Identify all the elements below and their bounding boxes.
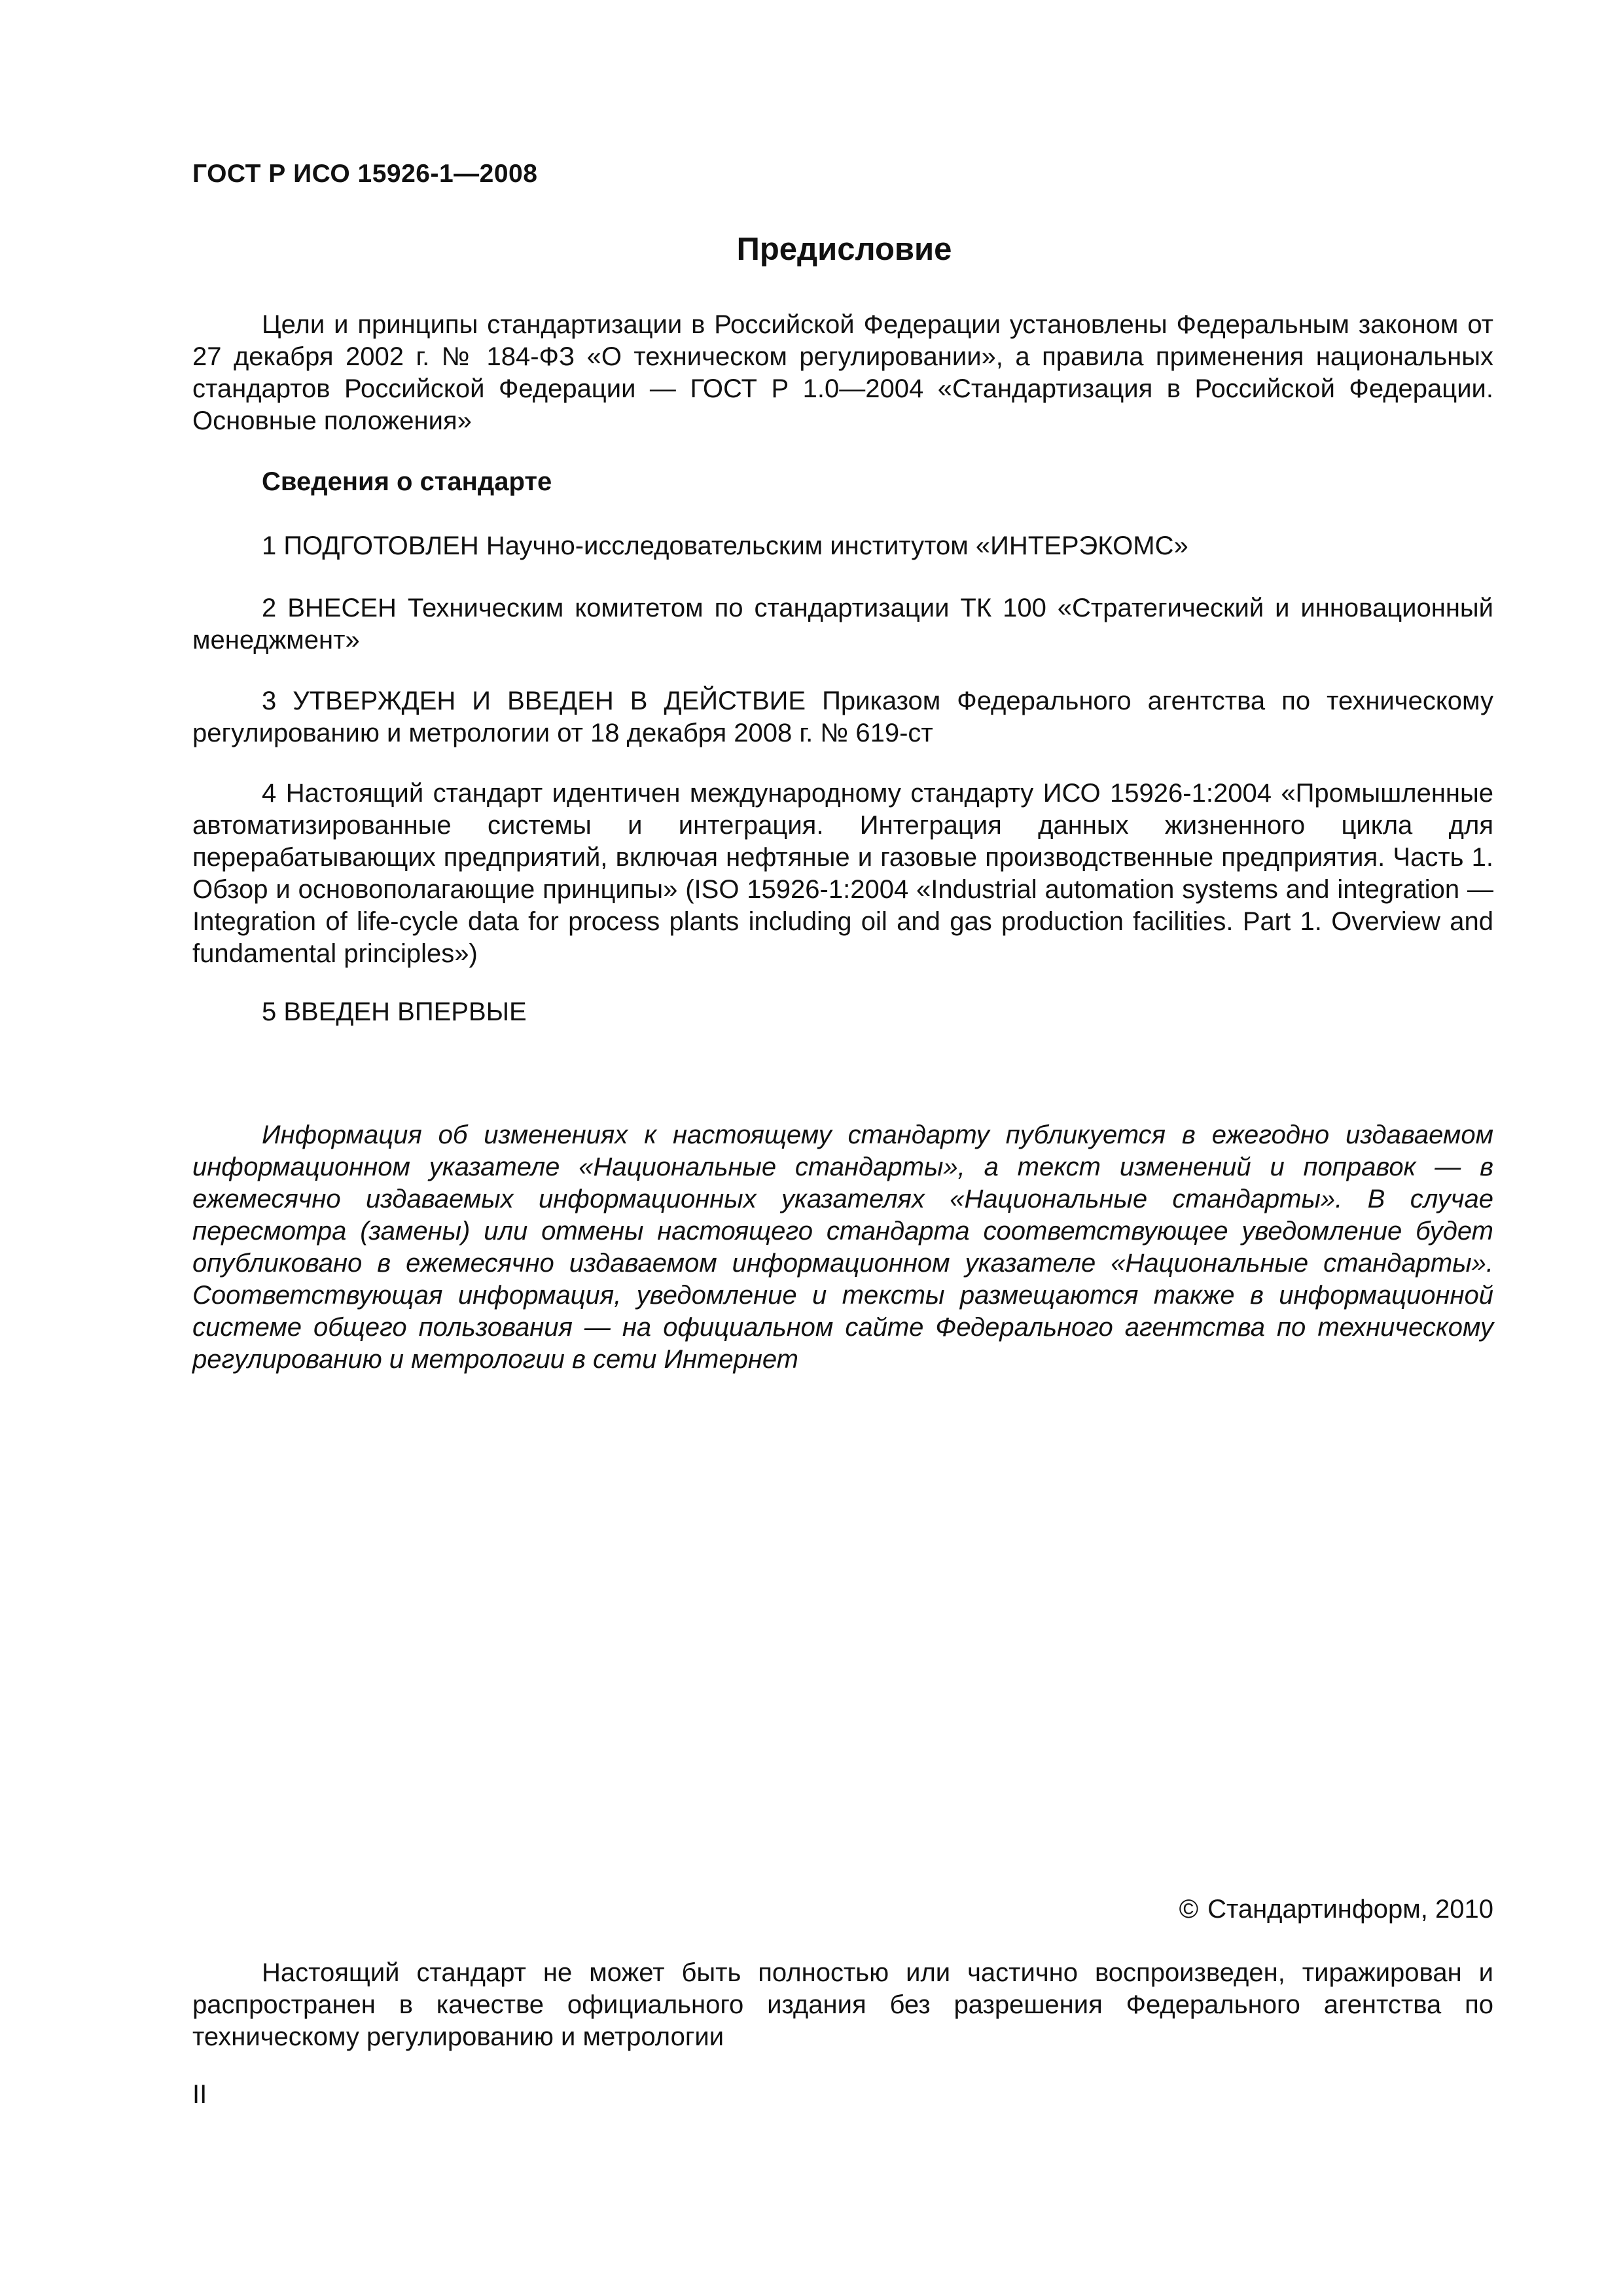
intro-text: Цели и принципы стандартизации в Российской Федерации установлены Федеральным законом от 27 декабря 2002 г. № 184-ФЗ «О техническом регулировании», а правила применения национальных стандартов Российской Федерации — ГОСТ Р 1.0—2004 «Стандартизация в Российской Федерации. Основные положения» [192, 310, 1493, 435]
restriction-text: Настоящий стандарт не может быть полностью или частично воспроизведен, тиражирован и распространен в качестве официального издания без разрешения Федерального агентства по техническому регулированию и метрологии [192, 1958, 1493, 2051]
info-item-text: 1 ПОДГОТОВЛЕН Научно-исследовательским институтом «ИНТЕРЭКОМС» [262, 531, 1188, 560]
standard-code-header: ГОСТ Р ИСО 15926-1—2008 [192, 160, 538, 188]
info-item-4 [192, 778, 1493, 970]
info-item-2 [192, 592, 1493, 656]
info-item-5 [192, 996, 1493, 1028]
info-item-text: 4 Настоящий стандарт идентичен международному стандарту ИСО 15926-1:2004 «Промышленные автоматизированные системы и интеграция. Интеграция данных жизненного цикла для перерабатывающих предприятий, включая нефтяные и газовые производственные предприятия. Часть 1. Обзор и основополагающие принципы» (ISO 15926-1:2004 «Industrial automation systems and integration — Integration of life-cycle data for process plants including oil and gas production facilities. Part 1. Overview and fundamental principles») [192, 779, 1493, 968]
copyright-icon: © [1179, 1895, 1199, 1924]
info-item-text: 5 ВВЕДЕН ВПЕРВЫЕ [262, 997, 527, 1026]
info-item-3 [192, 685, 1493, 749]
info-item-1 [192, 530, 1493, 562]
intro-paragraph [192, 309, 1493, 437]
page-number: II [192, 2080, 207, 2109]
copyright-text: Стандартинформ, 2010 [1207, 1895, 1493, 1924]
section-heading: Сведения о стандарте [262, 467, 552, 496]
reproduction-restriction [192, 1957, 1493, 2053]
amendments-notice [192, 1119, 1493, 1376]
info-item-text: 2 ВНЕСЕН Техническим комитетом по стандартизации ТК 100 «Стратегический и инновационный менеджмент» [192, 594, 1493, 655]
amendments-notice-text: Информация об изменениях к настоящему стандарту публикуется в ежегодно издаваемом информационном указателе «Национальные стандарты», а текст изменений и поправок — в ежемесячно издаваемых информационных указателях «Национальные стандарты». В случае пересмотра (замены) или отмены настоящего стандарта соответствующее уведомление будет опубликовано в ежемесячно издаваемом информационном указателе «Национальные стандарты». Соответствующая информация, уведомление и тексты размещаются также в информационной системе общего пользования — на официальном сайте Федерального агентства по техническому регулированию и метрологии в сети Интернет [192, 1121, 1493, 1374]
page-title: Предисловие [736, 232, 952, 267]
info-item-text: 3 УТВЕРЖДЕН И ВВЕДЕН В ДЕЙСТВИЕ Приказом Федерального агентства по техническому регулированию и метрологии от 18 декабря 2008 г. № 619-ст [192, 687, 1493, 747]
copyright-line [1179, 1895, 1493, 1924]
